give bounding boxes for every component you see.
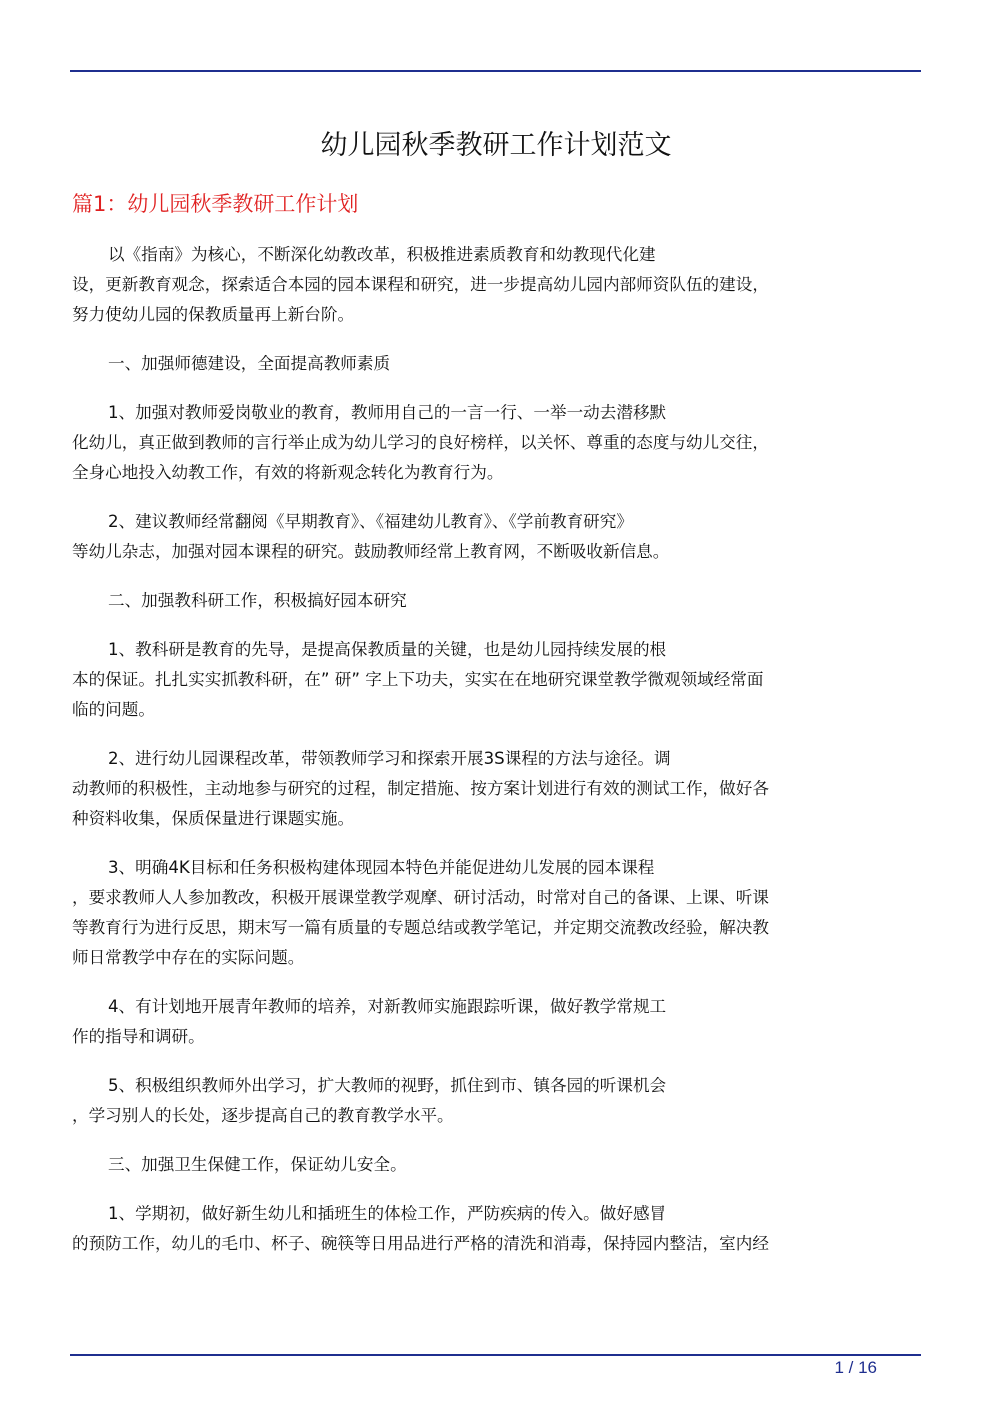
paragraph xyxy=(72,1150,918,1180)
paragraph-line: 2、进行幼儿园课程改革，带领教师学习和探索开展3S课程的方法与途径。调 xyxy=(108,749,671,768)
paragraph-line: ，学习别人的长处，逐步提高自己的教育教学水平。 xyxy=(72,1106,454,1125)
paragraph-line: 全身心地投入幼教工作，有效的将新观念转化为教育行为。 xyxy=(72,463,504,482)
paragraph-line: 等幼儿杂志，加强对园本课程的研究。鼓励教师经常上教育网，不断吸收新信息。 xyxy=(72,542,670,561)
section-heading: 篇1：幼儿园秋季教研工作计划 xyxy=(72,192,359,216)
footer-rule xyxy=(70,1354,921,1356)
paragraph-line: 等教育行为进行反思，期末写一篇有质量的专题总结或教学笔记，并定期交流教改经验，解决教 xyxy=(72,918,769,937)
paragraph xyxy=(72,398,918,488)
document-body xyxy=(72,240,918,1278)
paragraph-line: 3、明确4K目标和任务积极构建体现园本特色并能促进幼儿发展的园本课程 xyxy=(108,858,655,877)
paragraph xyxy=(72,1071,918,1131)
paragraph-line: 一、加强师德建设，全面提高教师素质 xyxy=(108,354,391,373)
paragraph xyxy=(72,1199,918,1259)
document-title: 幼儿园秋季教研工作计划范文 xyxy=(320,130,672,161)
paragraph-line: 二、加强教科研工作，积极搞好园本研究 xyxy=(108,591,407,610)
paragraph-line: 努力使幼儿园的保教质量再上新台阶。 xyxy=(72,305,355,324)
paragraph-line: 4、有计划地开展青年教师的培养，对新教师实施跟踪听课，做好教学常规工 xyxy=(108,997,667,1016)
paragraph-line: 1、学期初，做好新生幼儿和插班生的体检工作，严防疾病的传入。做好感冒 xyxy=(108,1204,667,1223)
paragraph xyxy=(72,635,918,725)
paragraph-line: 5、积极组织教师外出学习，扩大教师的视野，抓住到市、镇各园的听课机会 xyxy=(108,1076,667,1095)
paragraph-line: 临的问题。 xyxy=(72,700,155,719)
paragraph-line: 以《指南》为核心，不断深化幼教改革，积极推进素质教育和幼教现代化建 xyxy=(108,245,656,264)
paragraph-line: 1、教科研是教育的先导，是提高保教质量的关键，也是幼儿园持续发展的根 xyxy=(108,640,667,659)
paragraph-line: 作的指导和调研。 xyxy=(72,1027,205,1046)
paragraph xyxy=(72,744,918,834)
paragraph xyxy=(72,853,918,973)
paragraph xyxy=(72,992,918,1052)
paragraph xyxy=(72,240,918,330)
paragraph-line: 三、加强卫生保健工作，保证幼儿安全。 xyxy=(108,1155,407,1174)
paragraph xyxy=(72,349,918,379)
paragraph-line: 化幼儿，真正做到教师的言行举止成为幼儿学习的良好榜样，以关怀、尊重的态度与幼儿交往， xyxy=(72,433,769,452)
paragraph-line: 师日常教学中存在的实际问题。 xyxy=(72,948,305,967)
page-number: 1 / 16 xyxy=(834,1358,877,1377)
paragraph-line: 种资料收集，保质保量进行课题实施。 xyxy=(72,809,355,828)
header-rule xyxy=(70,70,921,72)
paragraph xyxy=(72,586,918,616)
paragraph-line: ，要求教师人人参加教改，积极开展课堂教学观摩、研讨活动，时常对自己的备课、上课、听课 xyxy=(72,888,769,907)
paragraph-line: 设，更新教育观念，探索适合本园的园本课程和研究，进一步提高幼儿园内部师资队伍的建设， xyxy=(72,275,769,294)
paragraph-line: 的预防工作，幼儿的毛巾、杯子、碗筷等日用品进行严格的清洗和消毒，保持园内整洁，室内经 xyxy=(72,1234,769,1253)
paragraph-line: 1、加强对教师爱岗敬业的教育，教师用自己的一言一行、一举一动去潜移默 xyxy=(108,403,667,422)
paragraph-line: 2、建议教师经常翻阅《早期教育》、《福建幼儿教育》、《学前教育研究》 xyxy=(108,512,633,531)
paragraph-line: 动教师的积极性，主动地参与研究的过程，制定措施、按方案计划进行有效的测试工作，做好各 xyxy=(72,779,769,798)
paragraph-line: 本的保证。扎扎实实抓教科研，在” 研” 字上下功夫，实实在在地研究课堂教学微观领域经常面 xyxy=(72,670,764,689)
paragraph xyxy=(72,507,918,567)
